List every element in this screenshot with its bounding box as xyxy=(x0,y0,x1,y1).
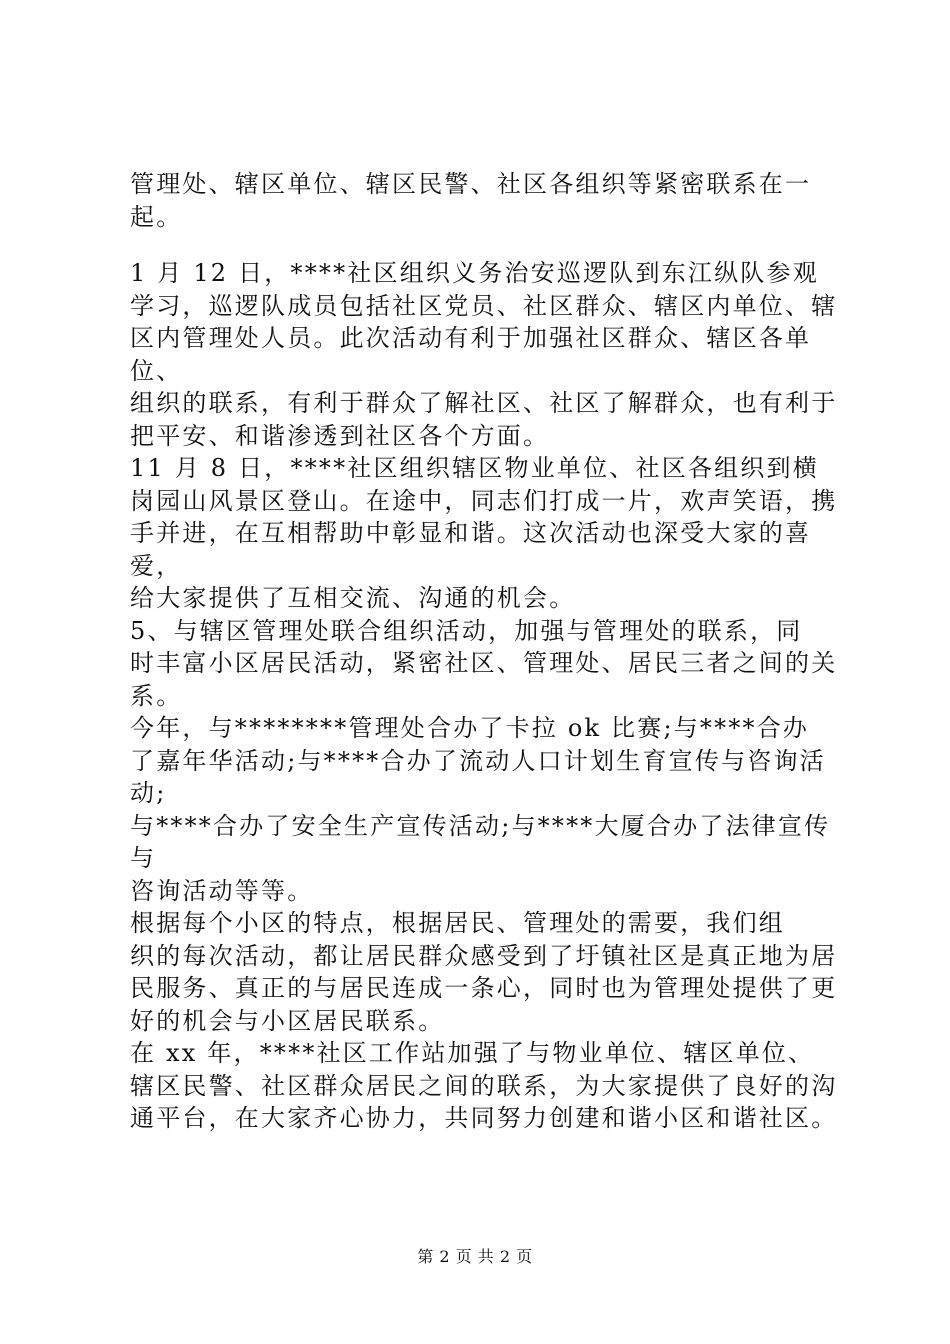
paragraph-mountain-climb: 11 月 8 日，****社区组织辖区物业单位、社区各组织到横 岗园山风景区登山。在途中，同志们打成一片，欢声笑语，携 手并进，在互相帮助中彰显和谐。这次活动也深受大家的喜爱， 给大家提供了互相交流、沟通的机会。 xyxy=(130,454,838,612)
paragraph-community-features: 根据每个小区的特点，根据居民、管理处的需要，我们组 织的每次活动，都让居民群众感受到了圩镇社区是真正地为居 民服务、真正的与居民连成一条心，同时也为管理处提供了更 好的机会与小区居民联系。 xyxy=(130,909,838,1035)
paragraph-patrol-visit: 1 月 12 日，****社区组织义务治安巡逻队到东江纵队参观 学习，巡逻队成员包括社区党员、社区群众、辖区内单位、辖 区内管理处人员。此次活动有利于加强社区群众、辖区各单位、 组织的联系，有利于群众了解社区、社区了解群众，也有利于 把平安、和谐渗透到社区各个方面。 xyxy=(130,259,838,450)
paragraph-summary: 在 xx 年，****社区工作站加强了与物业单位、辖区单位、 辖区民警、社区群众居民之间的联系，为大家提供了良好的沟 通平台，在大家齐心协力，共同努力创建和谐小区和谐社区。 xyxy=(130,1039,838,1132)
paragraph-this-year-events: 今年，与********管理处合办了卡拉 ok 比赛;与****合办 了嘉年华活动;与****合办了流动人口计划生育宣传与咨询活动; 与****合办了安全生产宣传活动;与****大厦合办了法律宣传与 咨询活动等等。 xyxy=(130,714,831,905)
page-footer: 第 2 页 共 2 页 xyxy=(417,1247,533,1266)
document-body xyxy=(130,168,855,1135)
paragraph-continuation: 管理处、辖区单位、辖区民警、社区各组织等紧密联系在一起。 xyxy=(130,170,812,231)
paragraph-joint-activities: 5、与辖区管理处联合组织活动，加强与管理处的联系，同 时丰富小区居民活动，紧密社区、管理处、居民三者之间的关 系。 xyxy=(130,616,838,710)
